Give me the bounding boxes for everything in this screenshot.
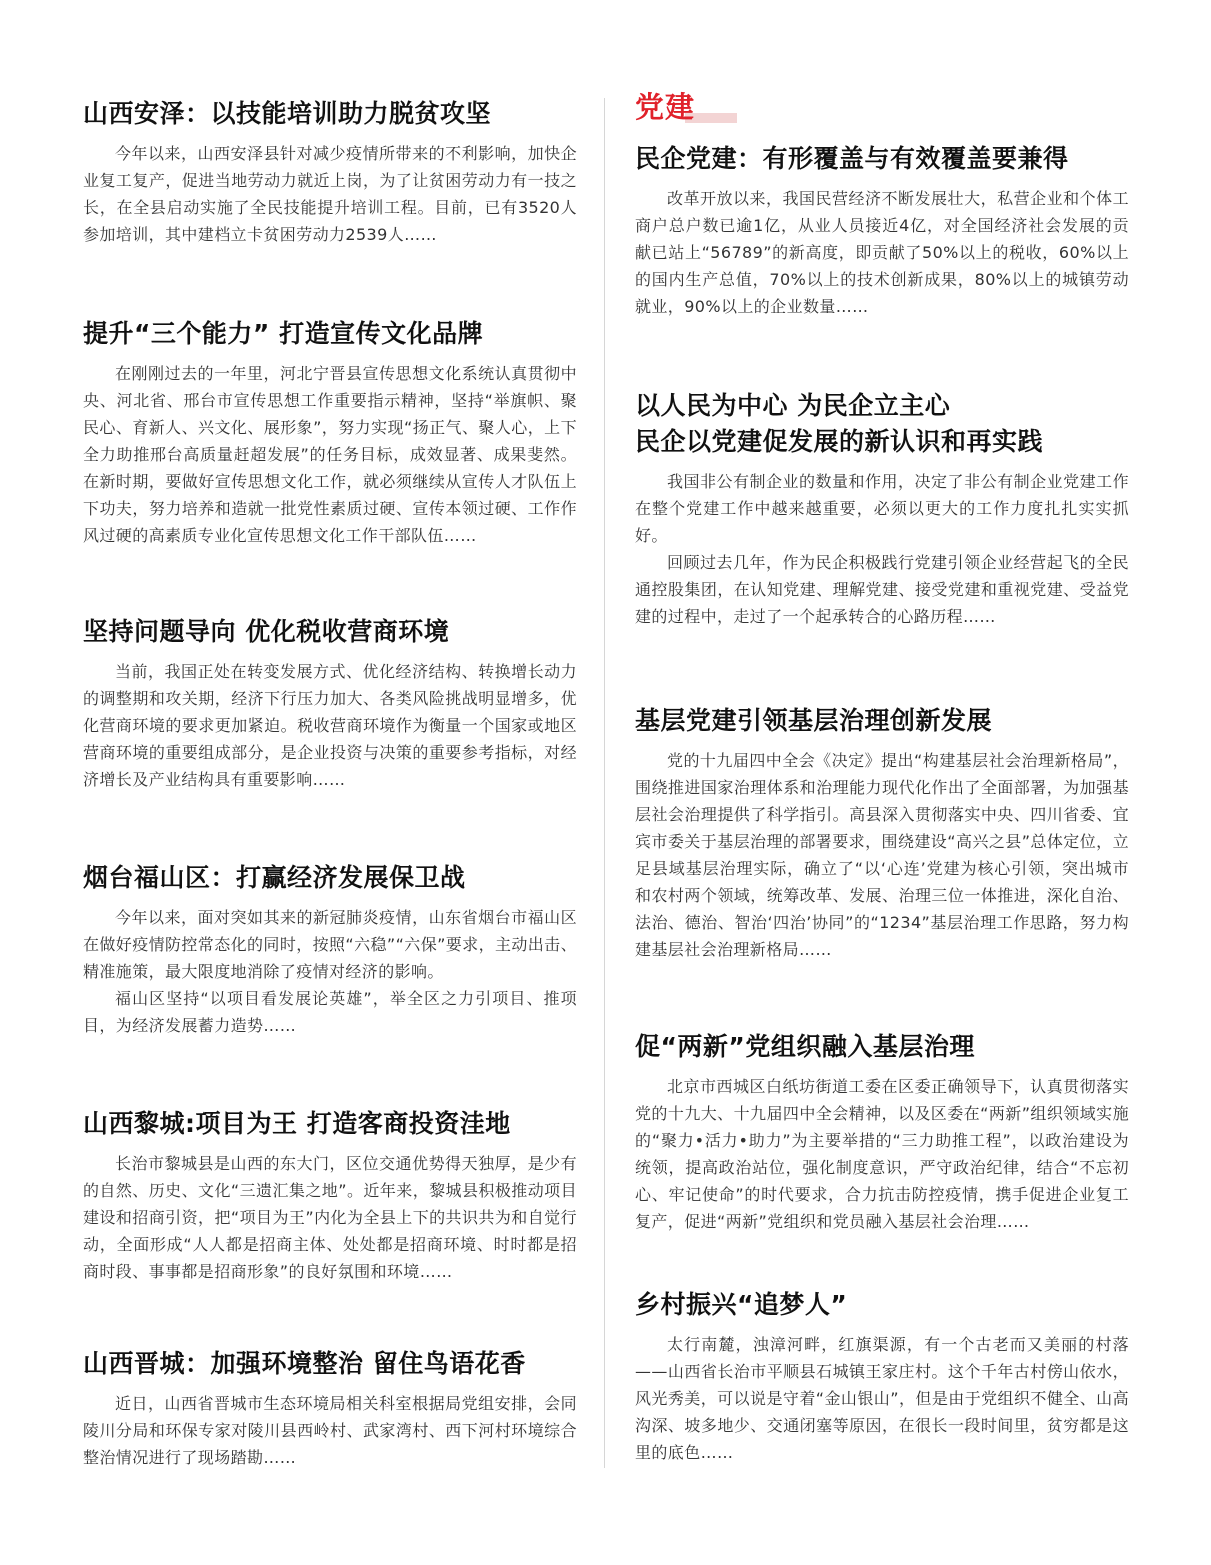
article-headline[interactable] (83, 1106, 577, 1142)
headline-line: 山西黎城:项目为王 打造客商投资洼地 (83, 1109, 511, 1138)
article-headline[interactable] (635, 1287, 1129, 1323)
headline-line: 烟台福山区：打赢经济发展保卫战 (83, 863, 466, 892)
headline-line: 促“两新”党组织融入基层治理 (635, 1032, 975, 1061)
article-paragraph: 我国非公有制企业的数量和作用，决定了非公有制企业党建工作在整个党建工作中越来越重要，必须以更大的工作力度扎扎实实抓好。 (635, 472, 1129, 545)
article-paragraph: 在刚刚过去的一年里，河北宁晋县宣传思想文化系统认真贯彻中央、河北省、邢台市宣传思想工作重要指示精神，坚持“举旗帜、聚民心、育新人、兴文化、展形象”，努力实现“扬正气、聚人心，上下全力助推邢台高质量赶超发展”的任务目标，成效显著、成果斐然。在新时期，要做好宣传思想文化工作，就必须继续从宣传人才队伍上下功夫，努力培养和造就一批党性素质过硬、宣传本领过硬、工作作风过硬的高素质专业化宣传思想文化工作干部队伍…… (83, 364, 577, 545)
article-paragraph: 长治市黎城县是山西的东大门，区位交通优势得天独厚，是少有的自然、历史、文化“三遗汇集之地”。近年来，黎城县积极推动项目建设和招商引资，把“项目为王”内化为全县上下的共识共为和自觉行动，全面形成“人人都是招商主体、处处都是招商环境、时时都是招商时段、事事都是招商形象”的良好氛围和环境…… (83, 1154, 577, 1281)
article-paragraph: 近日，山西省晋城市生态环境局相关科室根据局党组安排，会同陵川分局和环保专家对陵川县西岭村、武家湾村、西下河村环境综合整治情况进行了现场踏勘…… (83, 1394, 577, 1467)
article-paragraph: 今年以来，山西安泽县针对减少疫情所带来的不利影响，加快企业复工复产，促进当地劳动力就近上岗，为了让贫困劳动力有一技之长，在全县启动实施了全民技能提升培训工程。目前，已有3520人参加培训，其中建档立卡贫困劳动力2539人…… (83, 144, 577, 244)
article-licheng[interactable] (83, 1106, 577, 1285)
headline-line: 提升“三个能力” 打造宣传文化品牌 (83, 319, 484, 348)
headline-line: 坚持问题导向 优化税收营商环境 (83, 617, 450, 646)
article-paragraph: 北京市西城区白纸坊街道工委在区委正确领导下，认真贯彻落实党的十九大、十九届四中全会精神，以及区委在“两新”组织领域实施的“聚力•活力•助力”为主要举措的“三力助推工程”，以政治建设为统领，提高政治站位，强化制度意识，严守政治纪律，结合“不忘初心、牢记使命”的时代要求，合力抗击防控疫情，携手促进企业复工复产，促进“两新”党组织和党员融入基层社会治理…… (635, 1077, 1129, 1231)
article-headline[interactable] (635, 388, 1129, 460)
article-private-enterprise-party[interactable] (635, 141, 1129, 320)
article-paragraph: 回顾过去几年，作为民企积极践行党建引领企业经营起飞的全民通控股集团，在认知党建、理解党建、接受党建和重视党建、受益党建的过程中，走过了一个起承转合的心路历程…… (635, 553, 1129, 626)
article-tax[interactable] (83, 614, 577, 793)
headline-line: 乡村振兴“追梦人” (635, 1290, 848, 1319)
article-paragraph: 当前，我国正处在转变发展方式、优化经济结构、转换增长动力的调整期和攻关期，经济下行压力加大、各类风险挑战明显增多，优化营商环境的要求更加紧迫。税收营商环境作为衡量一个国家或地区营商环境的重要组成部分，是企业投资与决策的重要参考指标，对经济增长及产业结构具有重要影响…… (83, 662, 577, 789)
headline-line: 以人民为中心 为民企立主心 (635, 391, 951, 420)
article-headline[interactable] (635, 703, 1129, 739)
article-paragraph: 改革开放以来，我国民营经济不断发展壮大，私营企业和个体工商户总户数已逾1亿，从业人员接近4亿，对全国经济社会发展的贡献已站上“56789”的新高度，即贡献了50%以上的税收，60%以上的国内生产总值，70%以上的技术创新成果，80%以上的城镇劳动就业，90%以上的企业数量…… (635, 189, 1129, 316)
article-headline[interactable] (83, 860, 577, 896)
headline-line: 民企党建：有形覆盖与有效覆盖要兼得 (635, 144, 1069, 173)
article-paragraph: 福山区坚持“以项目看发展论英雄”，举全区之力引项目、推项目，为经济发展蓄力造势…… (83, 989, 577, 1035)
section-label: 党建 (635, 90, 696, 124)
article-anze[interactable] (83, 96, 577, 248)
headline-line: 基层党建引领基层治理创新发展 (635, 706, 993, 735)
article-rural-revitalization[interactable] (635, 1287, 1129, 1466)
article-headline[interactable] (635, 141, 1129, 177)
headline-line: 山西晋城：加强环境整治 留住鸟语花香 (83, 1349, 526, 1378)
headline-line: 山西安泽：以技能培训助力脱贫攻坚 (83, 99, 492, 128)
article-headline[interactable] (635, 1029, 1129, 1065)
article-people-centered[interactable] (635, 388, 1129, 630)
article-two-new-organizations[interactable] (635, 1029, 1129, 1235)
section-header (635, 88, 745, 128)
article-headline[interactable] (83, 1346, 577, 1382)
column-divider (604, 98, 605, 1468)
article-paragraph: 今年以来，面对突如其来的新冠肺炎疫情，山东省烟台市福山区在做好疫情防控常态化的同时，按照“六稳”“六保”要求，主动出击、精准施策，最大限度地消除了疫情对经济的影响。 (83, 908, 577, 981)
article-headline[interactable] (83, 96, 577, 132)
article-headline[interactable] (83, 614, 577, 650)
article-ningjin[interactable] (83, 316, 577, 549)
article-paragraph: 太行南麓，浊漳河畔，红旗渠源，有一个古老而又美丽的村落——山西省长治市平顺县石城镇王家庄村。这个千年古村傍山依水，风光秀美，可以说是守着“金山银山”，但是由于党组织不健全、山高沟深、坡多地少、交通闭塞等原因，在很长一段时间里，贫穷都是这里的底色…… (635, 1335, 1129, 1462)
headline-line: 民企以党建促发展的新认识和再实践 (635, 427, 1044, 456)
article-paragraph: 党的十九届四中全会《决定》提出“构建基层社会治理新格局”，围绕推进国家治理体系和治理能力现代化作出了全面部署，为加强基层社会治理提供了科学指引。高县深入贯彻落实中央、四川省委、宜宾市委关于基层治理的部署要求，围绕建设“高兴之县”总体定位，立足县域基层治理实际，确立了“以‘心连’党建为核心引领，突出城市和农村两个领域，统筹改革、发展、治理三位一体推进，深化自治、法治、德治、智治‘四治’协同”的“1234”基层治理工作思路，努力构建基层社会治理新格局…… (635, 751, 1129, 959)
article-fushan[interactable] (83, 860, 577, 1039)
article-headline[interactable] (83, 316, 577, 352)
article-jincheng[interactable] (83, 1346, 577, 1471)
article-grassroots-governance[interactable] (635, 703, 1129, 963)
